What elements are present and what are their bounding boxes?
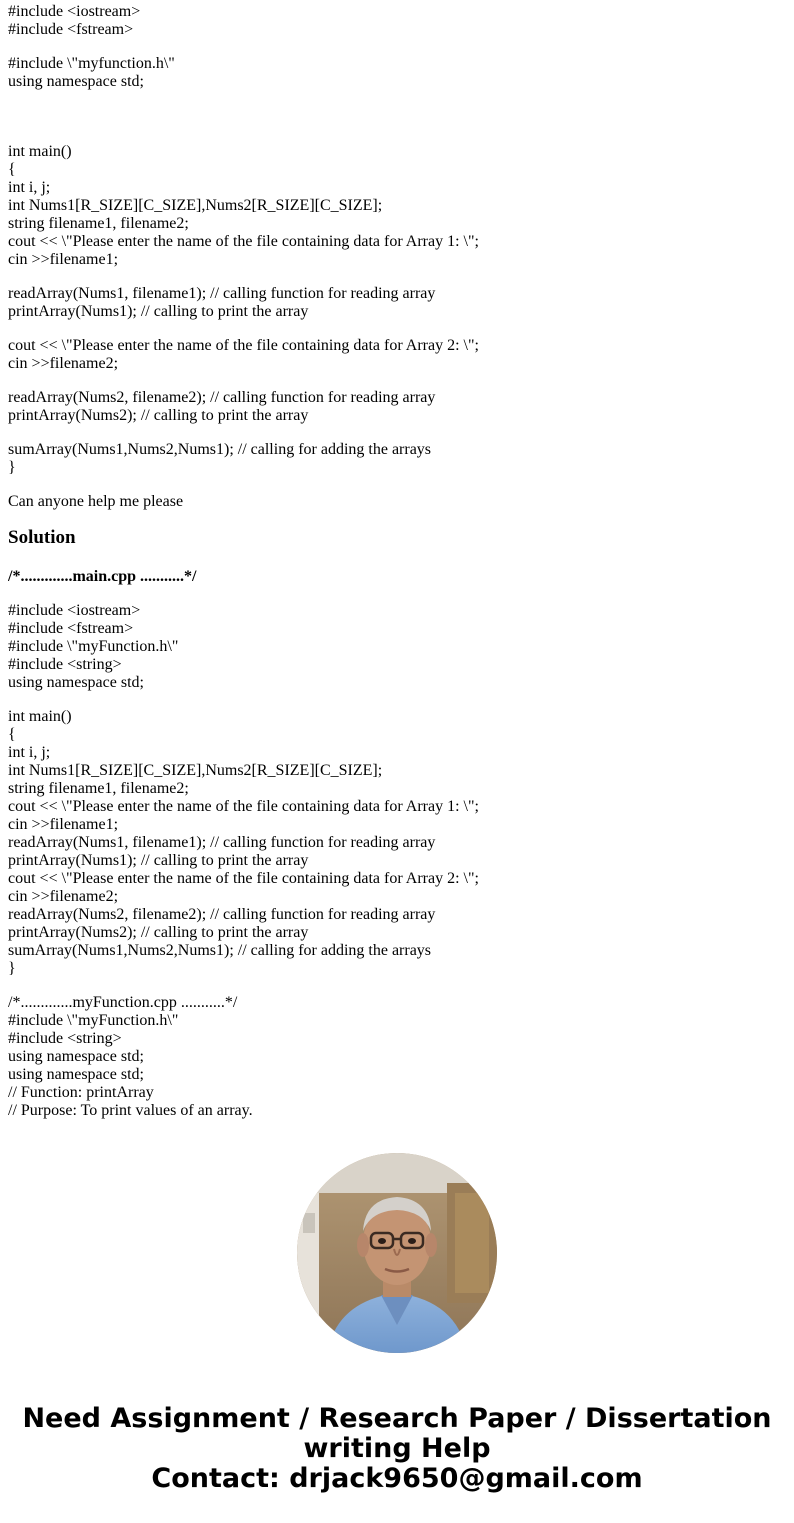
avatar (297, 1153, 497, 1353)
code-line: readArray(Nums2, filename2); // calling function for reading array (8, 389, 436, 406)
function-file-section (8, 994, 788, 1120)
code-line: readArray(Nums1, filename1); // calling function for reading array (8, 834, 436, 851)
question-prompt2 (8, 337, 788, 373)
question-main-open (8, 143, 788, 269)
code-line: cout << \"Please enter the name of the file containing data for Array 1: \"; (8, 798, 479, 815)
code-line: #include \"myFunction.h\" (8, 1012, 179, 1029)
code-line: // Purpose: To print values of an array. (8, 1102, 253, 1119)
main-file-comment: /*.............main.cpp ...........*/ (8, 568, 197, 585)
solution-main-body (8, 708, 788, 978)
code-line: } (8, 459, 16, 476)
code-line: #include \"myfunction.h\" (8, 55, 175, 72)
code-line: int main() (8, 708, 72, 725)
code-line: cin >>filename1; (8, 251, 119, 268)
code-line: #include <fstream> (8, 21, 134, 38)
footer-banner (0, 1404, 794, 1494)
solution-heading: Solution (8, 527, 76, 548)
code-line: string filename1, filename2; (8, 215, 189, 232)
code-line: using namespace std; (8, 674, 144, 691)
code-line: cout << \"Please enter the name of the file containing data for Array 1: \"; (8, 233, 479, 250)
code-line: // Function: printArray (8, 1084, 154, 1101)
person-photo (297, 1153, 497, 1353)
footer-contact: Contact: drjack9650@gmail.com (151, 1463, 643, 1494)
code-line: { (8, 161, 16, 178)
code-line: #include <string> (8, 656, 122, 673)
code-line: cin >>filename1; (8, 816, 119, 833)
code-line: printArray(Nums2); // calling to print the array (8, 924, 309, 941)
code-line: #include <fstream> (8, 620, 134, 637)
code-line: #include <string> (8, 1030, 122, 1047)
code-line: #include \"myFunction.h\" (8, 638, 179, 655)
footer-line: Need Assignment / Research Paper / Dissertation (22, 1403, 772, 1434)
question-header (8, 55, 788, 127)
solution-includes (8, 602, 788, 692)
code-line: printArray(Nums1); // calling to print the array (8, 303, 309, 320)
code-line: int main() (8, 143, 72, 160)
code-line: { (8, 726, 16, 743)
code-line: #include <iostream> (8, 602, 141, 619)
code-line: readArray(Nums1, filename1); // calling function for reading array (8, 285, 436, 302)
code-line: cin >>filename2; (8, 888, 119, 905)
code-line: int i, j; (8, 744, 51, 761)
code-line: cout << \"Please enter the name of the file containing data for Array 2: \"; (8, 337, 479, 354)
code-line: int i, j; (8, 179, 51, 196)
question-sum (8, 441, 788, 477)
code-line: int Nums1[R_SIZE][C_SIZE],Nums2[R_SIZE][C_SIZE]; (8, 762, 383, 779)
code-line: using namespace std; (8, 1048, 144, 1065)
code-line: #include <iostream> (8, 3, 141, 20)
code-line: /*.............myFunction.cpp ...........*/ (8, 994, 238, 1011)
code-line: string filename1, filename2; (8, 780, 189, 797)
code-line: readArray(Nums2, filename2); // calling function for reading array (8, 906, 436, 923)
code-line: sumArray(Nums1,Nums2,Nums1); // calling for adding the arrays (8, 942, 432, 959)
code-line: cin >>filename2; (8, 355, 119, 372)
code-line: printArray(Nums2); // calling to print the array (8, 407, 309, 424)
code-line: int Nums1[R_SIZE][C_SIZE],Nums2[R_SIZE][C_SIZE]; (8, 197, 383, 214)
question-read2 (8, 389, 788, 425)
code-line: } (8, 960, 16, 977)
code-line: cout << \"Please enter the name of the file containing data for Array 2: \"; (8, 870, 479, 887)
code-line: sumArray(Nums1,Nums2,Nums1); // calling for adding the arrays (8, 441, 432, 458)
footer-line: writing Help (303, 1433, 491, 1464)
question-includes (8, 3, 788, 39)
code-line: printArray(Nums1); // calling to print the array (8, 852, 309, 869)
code-line: using namespace std; (8, 1066, 144, 1083)
question-read1 (8, 285, 788, 321)
help-request: Can anyone help me please (8, 493, 184, 510)
document-content (8, 3, 788, 1122)
code-line: using namespace std; (8, 73, 144, 90)
